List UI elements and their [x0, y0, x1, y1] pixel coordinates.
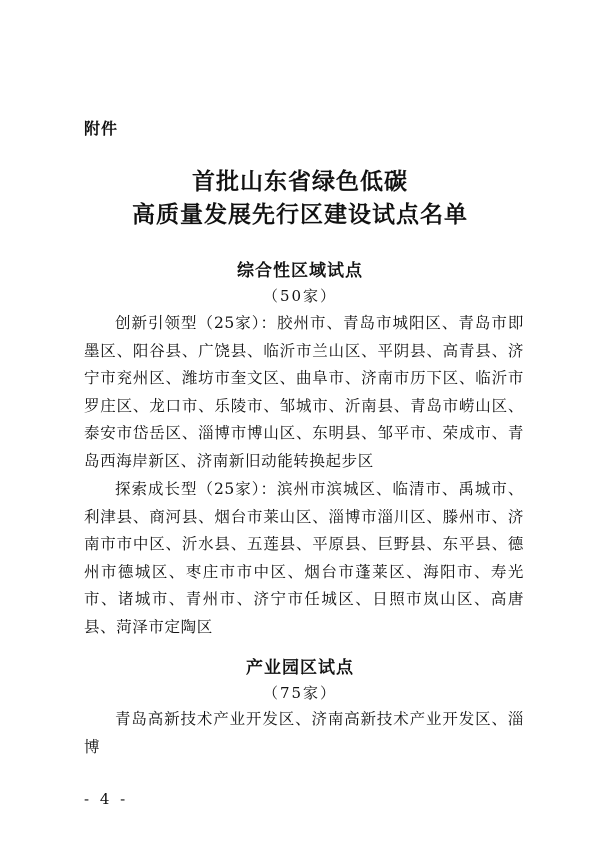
- paragraph-innovation-led: 创新引领型（25家）：胶州市、青岛市城阳区、青岛市即墨区、阳谷县、广饶县、临沂市兰山区、平阴县、高青县、济宁市兖州区、潍坊市奎文区、曲阜市、济南市历下区、临沂市罗庄区、龙口市、乐陵市、邹城市、沂南县、青岛市崂山区、泰安市岱岳区、淄博市博山区、东明县、邹平市、荣成市、青岛西海岸新区、济南新旧动能转换起步区: [84, 314, 524, 470]
- section-heading-industrial-park: 产业园区试点: [246, 658, 354, 678]
- paragraph-exploration-growth: 探索成长型（25家）：滨州市滨城区、临清市、禹城市、利津县、商河县、烟台市莱山区、淄博市淄川区、滕州市、济南市市中区、沂水县、五莲县、平原县、巨野县、东平县、德州市德城区、枣庄市市中区、烟台市蓬莱区、海阳市、寿光市、诸城市、青州市、济宁市任城区、日照市岚山区、高唐县、菏泽市定陶区: [84, 480, 524, 636]
- attachment-label: 附件: [84, 119, 119, 138]
- section-count-industrial-park: （75家）: [262, 684, 338, 702]
- section-heading-comprehensive: 综合性区域试点: [237, 261, 363, 281]
- paragraph-industrial-parks: 青岛高新技术产业开发区、济南高新技术产业开发区、淄博: [84, 710, 524, 756]
- section-count-comprehensive: （50家）: [262, 287, 338, 305]
- document-title-line-1: 首批山东省绿色低碳: [192, 168, 408, 195]
- document-title-line-2: 高质量发展先行区建设试点名单: [132, 201, 468, 228]
- page-number: - 4 -: [84, 790, 129, 808]
